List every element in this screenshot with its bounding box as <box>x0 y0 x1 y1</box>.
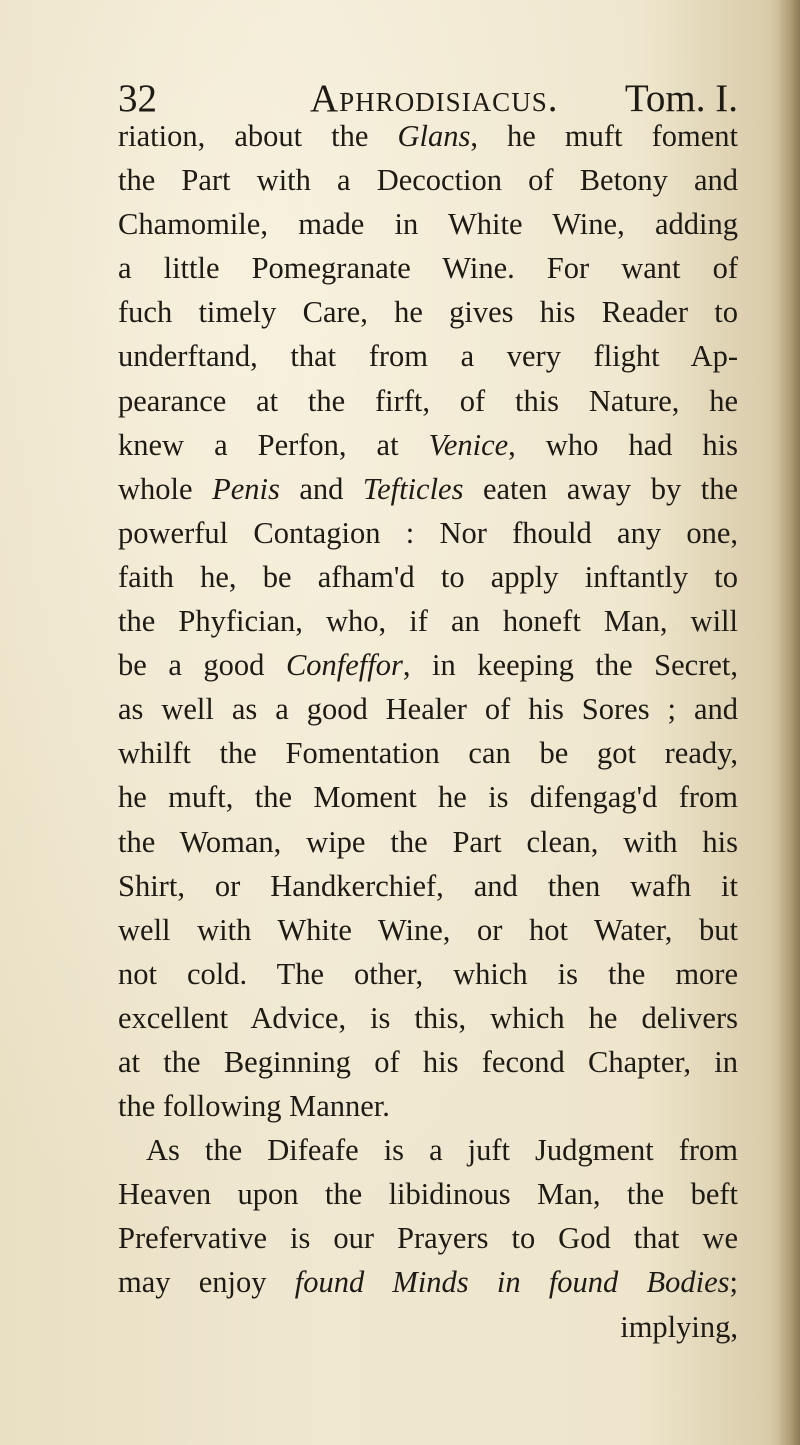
text-run: at the Beginning of his fecond Chapter, in <box>118 1044 738 1079</box>
volume-label: Tom. I. <box>624 77 738 120</box>
text-run: underftand, that from a very flight Ap- <box>118 339 738 374</box>
text-run: well with White Wine, or hot Water, but <box>118 912 738 947</box>
text-run: Heaven upon the libidinous Man, the beft <box>118 1177 738 1212</box>
text-line <box>118 599 738 643</box>
text-run: as well as a good Healer of his Sores ; and <box>118 692 738 727</box>
text-line <box>118 158 738 202</box>
italic-text: Tefticles <box>362 471 464 506</box>
text-line <box>118 555 738 599</box>
text-line <box>118 511 738 555</box>
text-run: he muft, the Moment he is difengag'd from <box>118 780 738 815</box>
text-run: a little Pomegranate Wine. For want of <box>118 251 738 286</box>
text-line <box>118 1260 738 1304</box>
text-line <box>118 202 738 246</box>
text-line <box>118 423 738 467</box>
text-run: eaten away by the <box>463 471 738 506</box>
text-run: the following Manner. <box>118 1089 390 1124</box>
text-line <box>118 114 738 158</box>
text-run: the Woman, wipe the Part clean, with his <box>118 824 738 859</box>
running-title: Aphrodisiacus. <box>310 77 559 120</box>
text-run: Prefervative is our Prayers to God that we <box>118 1221 738 1256</box>
italic-text: found Minds in found Bodies <box>294 1265 730 1300</box>
page-number: 32 <box>118 77 157 120</box>
italic-text: Penis <box>212 471 280 506</box>
page-edge-shadow <box>778 0 800 1445</box>
text-run: implying, <box>620 1309 738 1344</box>
text-run: As the Difeafe is a juft Judgment from <box>146 1133 738 1168</box>
text-line <box>118 731 738 775</box>
text-run: the Phyfician, who, if an honeft Man, will <box>118 604 738 639</box>
text-run: the Part with a Decoction of Betony and <box>118 163 738 198</box>
text-line <box>118 952 738 996</box>
text-line <box>118 908 738 952</box>
text-line <box>118 775 738 819</box>
text-line <box>118 1128 738 1172</box>
text-run: powerful Contagion : Nor fhould any one, <box>118 515 738 550</box>
text-run: , in keeping the Secret, <box>402 648 738 683</box>
text-run: pearance at the firft, of this Nature, he <box>118 383 738 418</box>
text-run: , who had his <box>508 427 738 462</box>
text-line <box>118 379 738 423</box>
italic-text: Venice <box>428 427 509 462</box>
text-run: , he muft foment <box>470 119 738 153</box>
italic-text: Glans <box>397 119 471 153</box>
text-line <box>118 1216 738 1260</box>
text-line <box>118 334 738 378</box>
text-line <box>118 1172 738 1216</box>
text-run: faith he, be afham'd to apply inftantly to <box>118 559 738 594</box>
text-line <box>118 290 738 334</box>
text-run: may enjoy <box>118 1265 295 1300</box>
text-line <box>118 1305 738 1349</box>
text-run: Chamomile, made in White Wine, adding <box>118 207 738 242</box>
text-run: knew a Perfon, at <box>118 427 429 462</box>
text-run: and <box>279 471 363 506</box>
text-run: excellent Advice, is this, which he delivers <box>118 1000 738 1035</box>
text-run: ; <box>729 1265 739 1300</box>
text-line <box>118 643 738 687</box>
text-line <box>118 467 738 511</box>
text-run: fuch timely Care, he gives his Reader to <box>118 295 738 330</box>
text-run: whole <box>118 471 213 506</box>
text-run: whilft the Fomentation can be got ready, <box>118 736 738 771</box>
text-line <box>118 687 738 731</box>
text-line <box>118 1040 738 1084</box>
text-line <box>118 246 738 290</box>
text-line <box>118 996 738 1040</box>
text-line <box>118 820 738 864</box>
text-line <box>118 1084 738 1128</box>
text-run: Shirt, or Handkerchief, and then wafh it <box>118 868 738 903</box>
text-run: riation, about the <box>118 119 398 153</box>
text-run: not cold. The other, which is the more <box>118 956 738 991</box>
body-text <box>118 114 738 1349</box>
italic-text: Confeffor <box>285 648 403 683</box>
text-line <box>118 864 738 908</box>
text-run: be a good <box>118 648 286 683</box>
